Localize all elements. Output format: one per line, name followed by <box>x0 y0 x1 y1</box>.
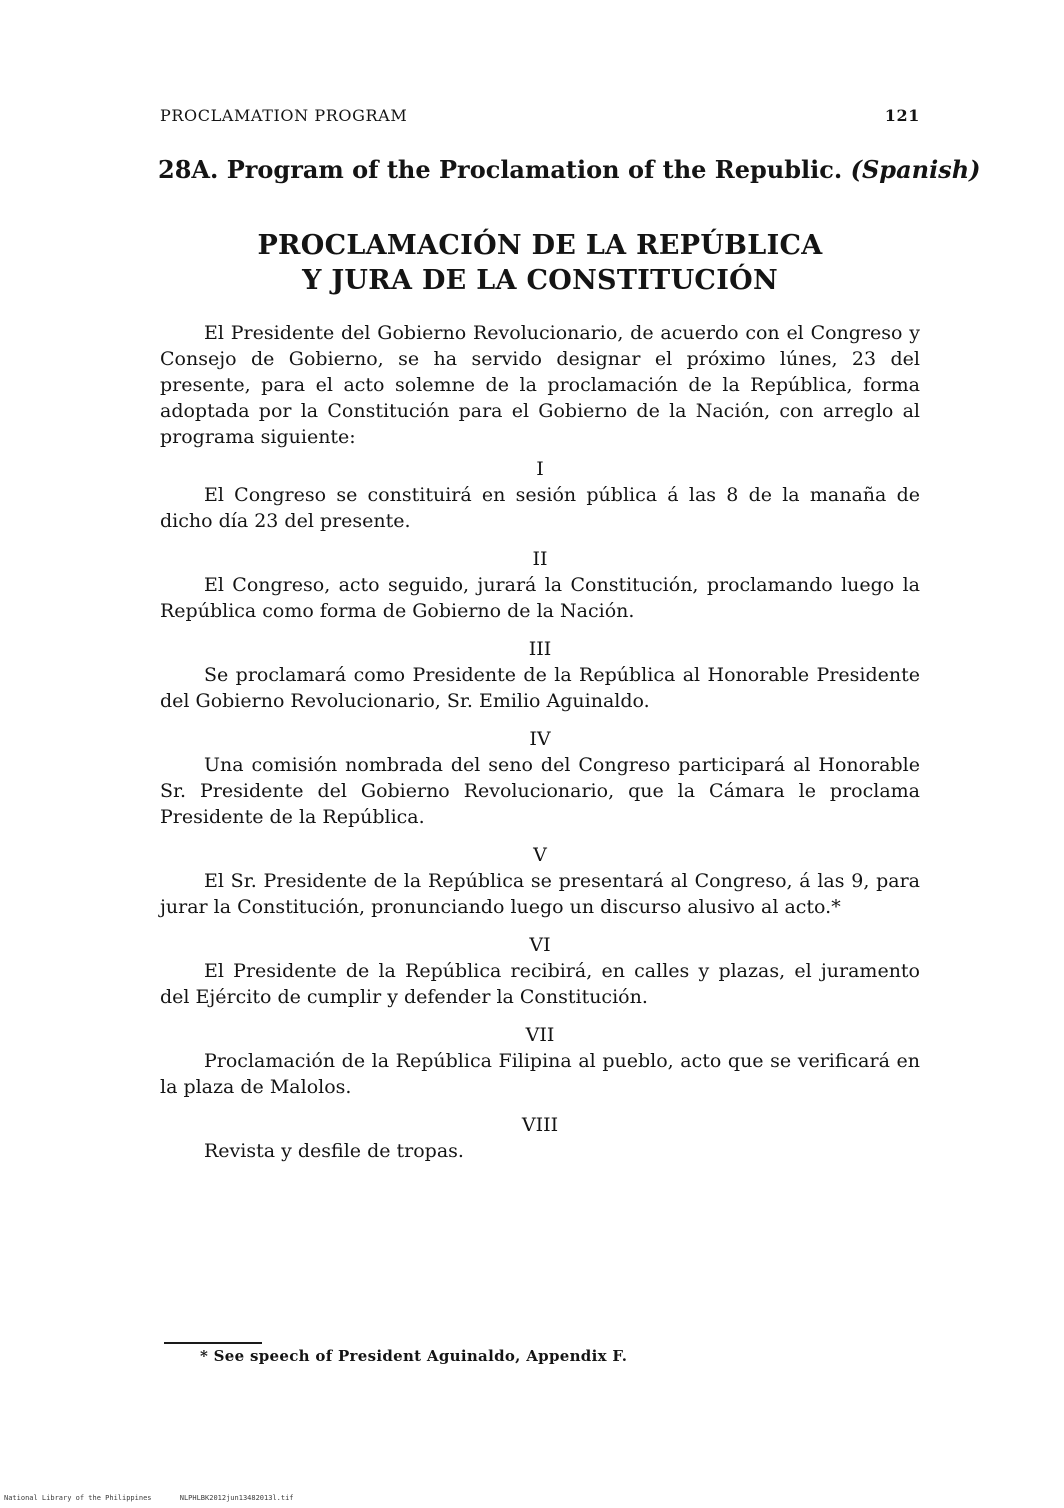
main-title <box>160 228 920 298</box>
document-heading <box>158 155 981 184</box>
section-text: El Presidente de la República recibirá, en calles y plazas, el juramento del Ejército de cumplir y defender la Constitución. <box>160 960 920 1008</box>
section-text: El Congreso se constituirá en sesión pública á las 8 de la manaña de dicho día 23 del presente. <box>160 484 920 532</box>
scan-file: NLPHLBK2012jun13482013l.tif <box>179 1494 294 1502</box>
section-text: Proclamación de la República Filipina al pueblo, acto que se verificará en la plaza de Malolos. <box>160 1050 920 1098</box>
running-head-title: PROCLAMATION PROGRAM <box>160 106 408 125</box>
section-text: Revista y desfile de tropas. <box>204 1140 464 1162</box>
program-section <box>160 932 920 1010</box>
program-sections <box>160 456 920 1176</box>
program-section <box>160 726 920 830</box>
scan-stamp <box>4 1494 318 1502</box>
section-text: Se proclamará como Presidente de la República al Honorable Presidente del Gobierno Revolucionario, Sr. Emilio Aguinaldo. <box>160 664 920 712</box>
section-text: El Sr. Presidente de la República se presentará al Congreso, á las 9, para jurar la Constitución, pronunciando luego un discurso alusivo al acto.* <box>160 870 920 918</box>
program-section <box>160 636 920 714</box>
heading-language: (Spanish) <box>850 155 981 184</box>
main-title-line-2: Y JURA DE LA CONSTITUCIÓN <box>302 265 778 296</box>
section-number: III <box>528 638 552 660</box>
section-number: VIII <box>521 1114 559 1136</box>
program-section <box>160 546 920 624</box>
section-number: V <box>533 844 547 866</box>
section-number: VI <box>529 934 551 956</box>
scan-library: National Library of the Philippines <box>4 1494 152 1502</box>
section-text: El Congreso, acto seguido, jurará la Constitución, proclamando luego la República como forma de Gobierno de la Nación. <box>160 574 920 622</box>
section-number: VII <box>525 1024 555 1046</box>
heading-title: 28A. Program of the Proclamation of the Republic. <box>158 155 843 184</box>
running-head <box>160 106 920 134</box>
footnote: * See speech of President Aguinaldo, Appendix F. <box>200 1347 628 1365</box>
main-title-line-1: PROCLAMACIÓN DE LA REPÚBLICA <box>257 230 823 261</box>
program-section <box>160 456 920 534</box>
section-number: II <box>532 548 548 570</box>
page-number: 121 <box>884 106 920 125</box>
program-section <box>160 1112 920 1164</box>
section-text: Una comisión nombrada del seno del Congreso participará al Honorable Sr. Presidente del Gobierno Revolucionario, que la Cámara le proclama Presidente de la República. <box>160 754 920 828</box>
program-section <box>160 842 920 920</box>
intro-paragraph <box>160 320 920 450</box>
intro-text: El Presidente del Gobierno Revolucionario, de acuerdo con el Congreso y Consejo de Gobierno, se ha servido designar el próximo lúnes, 23 del presente, para el acto solemne de la proclamación de la República, forma adoptada por la Constitución para el Gobierno de la Nación, con arreglo al programa siguiente: <box>160 322 920 448</box>
section-number: IV <box>529 728 551 750</box>
program-section <box>160 1022 920 1100</box>
section-number: I <box>536 458 544 480</box>
footnote-divider <box>164 1342 262 1344</box>
